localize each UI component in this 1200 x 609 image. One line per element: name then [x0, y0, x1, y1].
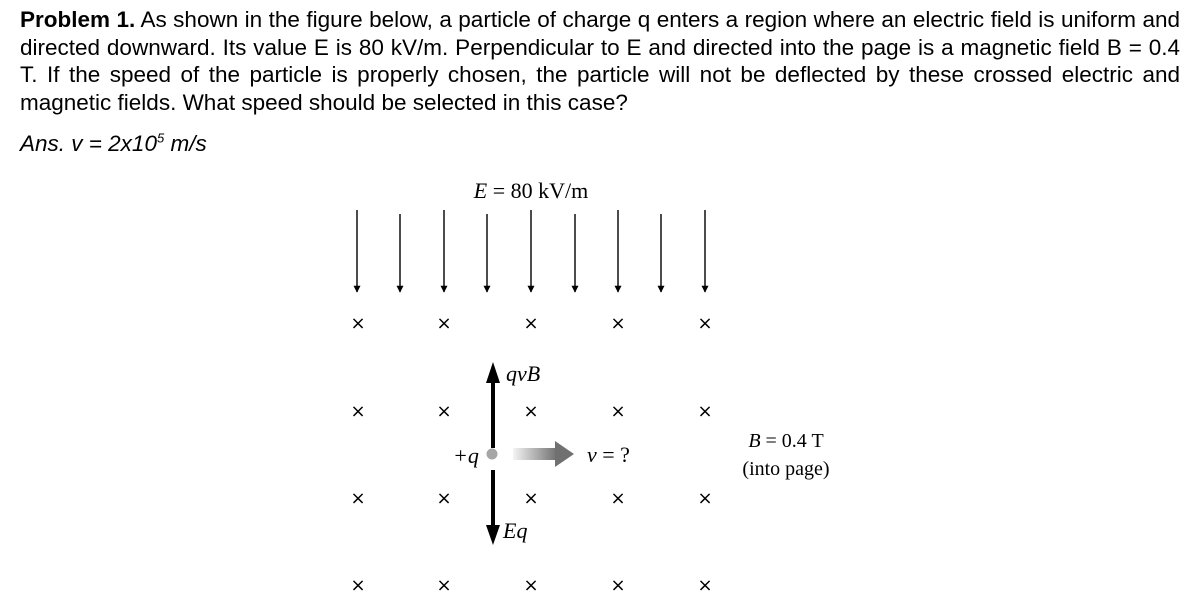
- b-field-cross: ×: [350, 488, 366, 509]
- b-field-cross: ×: [697, 575, 713, 596]
- electric-force-label: Eq: [503, 518, 528, 543]
- b-field-cross: ×: [523, 401, 539, 422]
- b-field-cross: ×: [436, 575, 452, 596]
- b-field-cross: ×: [610, 488, 626, 509]
- b-field-cross: ×: [523, 575, 539, 596]
- problem-label: Problem 1.: [20, 7, 136, 32]
- particle: [487, 449, 498, 460]
- electric-force-arrow: [486, 470, 500, 545]
- b-field-cross: ×: [697, 313, 713, 334]
- b-field-cross: ×: [697, 401, 713, 422]
- answer-unit: m/s: [164, 131, 207, 156]
- e-field-label: E = 80 kV/m: [473, 178, 589, 203]
- charge-label: +q: [453, 443, 479, 468]
- answer-prefix: Ans. v = 2x10: [20, 131, 157, 156]
- e-field-value: = 80 kV/m: [487, 178, 589, 203]
- b-field-cross: ×: [350, 575, 366, 596]
- magnetic-force-arrow: [486, 362, 500, 448]
- answer-exponent: 5: [156, 130, 165, 146]
- electric-field-arrows: [357, 210, 705, 292]
- problem-text: As shown in the figure below, a particle of charge q enters a region where an electric field is uniform and directed downward. Its value E is 80 kV/m. Perpendicular to E and directed into the page is a magnetic field B = 0.4 T. If the speed of the particle is properly chosen, the particle will not be deflected by these crossed electric and magnetic fields. What speed should be selected in this case?: [20, 7, 1181, 115]
- b-field-direction: (into page): [742, 458, 830, 480]
- b-field-cross: ×: [523, 488, 539, 509]
- b-field-cross: ×: [350, 401, 366, 422]
- b-field-cross: ×: [436, 401, 452, 422]
- b-field-cross: ×: [610, 401, 626, 422]
- b-field-cross: ×: [436, 313, 452, 334]
- magnetic-force-label: qvB: [506, 361, 541, 386]
- velocity-value: = ?: [596, 442, 630, 467]
- b-field-value: = 0.4 T: [760, 430, 824, 452]
- velocity-arrow: [513, 441, 574, 467]
- b-field-cross: ×: [610, 313, 626, 334]
- b-field-cross: ×: [436, 488, 452, 509]
- velocity-label: v = ?: [587, 442, 630, 467]
- b-field-cross: ×: [350, 313, 366, 334]
- b-field-cross: ×: [523, 313, 539, 334]
- b-field-cross: ×: [697, 488, 713, 509]
- b-field-cross: ×: [610, 575, 626, 596]
- b-field-label: B = 0.4 T: [748, 430, 824, 452]
